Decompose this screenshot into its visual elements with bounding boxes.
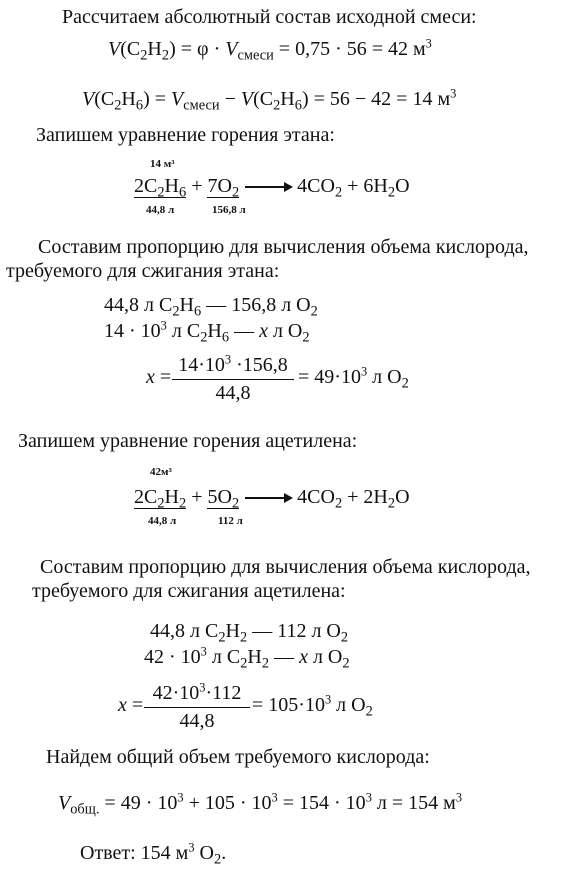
fraction-2-denominator: 44,8: [179, 710, 215, 732]
ethane-heading: Запишем уравнение горения этана:: [36, 124, 335, 146]
total-volume-equation: $V_{общ.} = 49 \cdot 10^3 + 105 \cdot 10^3 = 154 \cdot 10^3$ л = 154 $м^3$: [58, 790, 463, 818]
fraction-2: [144, 682, 250, 733]
answer: Ответ: 154 $м^3$ $O_2$.: [80, 840, 227, 868]
ethane-volume-annotation: 14 м³: [150, 158, 175, 170]
fraction-2-x: x =: [118, 694, 144, 716]
eq1-sub: смеси: [237, 47, 274, 64]
ethane-combustion-equation: $2C_2H_6 + 7O_2$ $4CO_2 + 6H_2O$: [134, 175, 410, 201]
eq1-rhs: = $\varphi \cdot V_{смеси} = 0,75 \cdot 56 = 42$ $м^3$: [180, 36, 432, 64]
reaction-arrow-icon: [245, 186, 291, 188]
fraction-1-denominator: 44,8: [215, 382, 251, 404]
fraction-2-numerator: $42\cdot 10^3\cdot 112$: [152, 680, 242, 704]
acetylene-volume-equation: $V(C_2H_2) = \varphi \cdot V_{смеси} = 0,75 \cdot 56 = 42$ $м^3$: [108, 36, 432, 64]
proportion-heading-2b: требуемого для сжигания ацетилена:: [32, 580, 346, 602]
acetylene-combustion-equation: $2C_2H_2 + 5O_2$ $4CO_2 + 2H_2O$: [134, 486, 410, 512]
proportion-2-line-b: $42 \cdot 10^3$ л $C_2H_2$ — x л $O_2$: [144, 644, 350, 672]
total-heading: Найдем общий объем требуемого кислорода:: [46, 746, 430, 768]
ethane-molar-volume: 44,8 л: [146, 204, 175, 216]
acetylene-volume-annotation: 42м³: [150, 466, 172, 478]
eq2-sub: смеси: [183, 97, 220, 114]
ethane-volume-equation: $V(C_2H_6) = V_{смеси} - V(C_2H_6) = 56 - 42 = 14$ $м^3$: [82, 86, 457, 114]
acetylene-heading: Запишем уравнение горения ацетилена:: [18, 430, 358, 452]
oxygen-molar-volume-1: 156,8 л: [212, 204, 246, 216]
acetylene-molar-volume: 44,8 л: [148, 515, 177, 527]
oxygen-molar-volume-2: 112 л: [218, 515, 243, 527]
fraction-1-x: x =: [146, 366, 172, 388]
fraction-1-numerator: $14\cdot 10^3 \cdot 156,8$: [178, 352, 288, 376]
fraction-2-result: = $105\cdot 10^3$ л $O_2$: [252, 692, 373, 720]
proportion-heading-1b: требуемого для сжигания этана:: [6, 260, 280, 282]
proportion-2-line-a: 44,8 л $C_2H_2$ — 112 л $O_2$: [150, 620, 349, 646]
fraction-1-result: = $49\cdot 10^3$ л $O_2$: [298, 364, 409, 392]
proportion-1-line-a: 44,8 л $C_2H_6$ — 156,8 л $O_2$: [104, 294, 318, 320]
intro-heading: Рассчитаем абсолютный состав исходной смеси:: [62, 6, 477, 28]
reaction-arrow-icon: [245, 497, 291, 499]
total-sub: общ.: [70, 801, 100, 818]
proportion-heading-2a: Составим пропорцию для вычисления объема кислорода,: [40, 556, 531, 578]
proportion-1-line-b: $14 \cdot 10^3$ л $C_2H_6$ — x л $O_2$: [104, 318, 310, 346]
proportion-heading-1a: Составим пропорцию для вычисления объема кислорода,: [38, 236, 529, 258]
fraction-1: [172, 354, 294, 405]
